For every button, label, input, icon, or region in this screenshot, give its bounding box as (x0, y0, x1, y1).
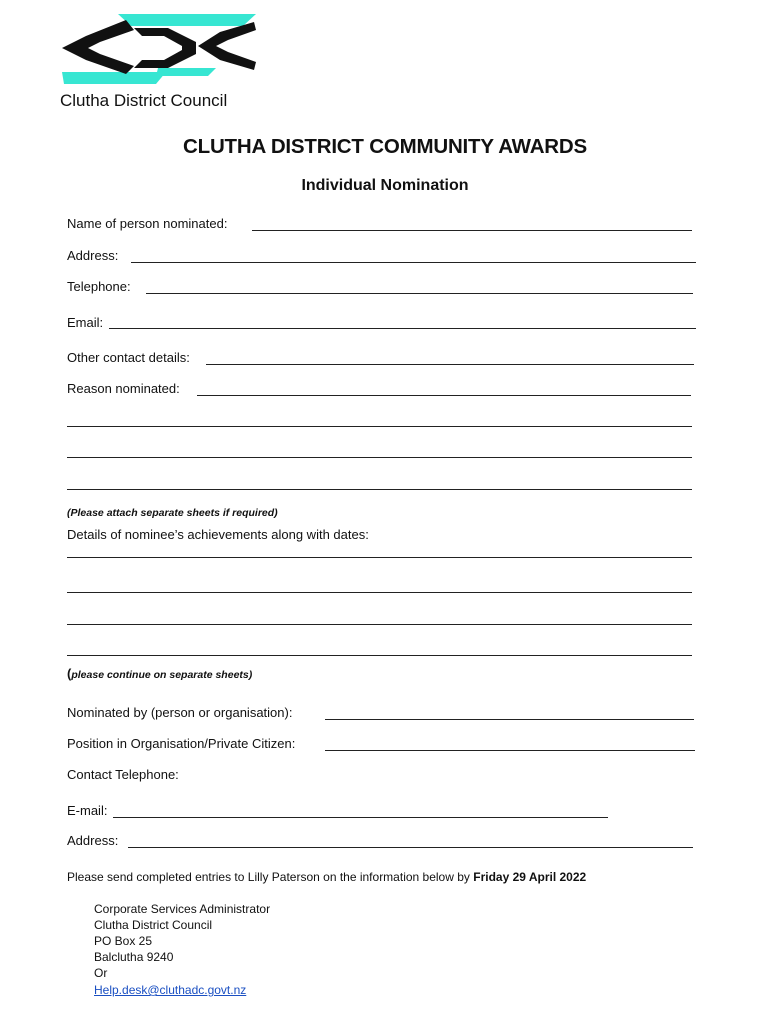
name-label: Name of person nominated: (67, 216, 228, 231)
reason-line[interactable] (67, 489, 692, 490)
address-field[interactable] (131, 262, 696, 263)
email-label: Email: (67, 315, 104, 330)
nominated-by-label: Nominated by (person or organisation): (67, 705, 293, 720)
position-field[interactable] (325, 750, 695, 751)
reason-field[interactable] (197, 395, 691, 396)
reason-line[interactable] (67, 426, 692, 427)
address-line: Balclutha 9240 (94, 950, 174, 964)
email-field[interactable] (109, 328, 696, 329)
logo-text: Clutha District Council (60, 91, 228, 110)
deadline: Friday 29 April 2022 (473, 870, 587, 884)
other-contact-field[interactable] (206, 364, 694, 365)
attach-note: (Please attach separate sheets if required) (67, 507, 278, 519)
nominated-by-field[interactable] (325, 719, 694, 720)
reason-label: Reason nominated: (67, 381, 180, 396)
telephone-label: Telephone: (67, 279, 131, 294)
nominator-address-field[interactable] (128, 847, 693, 848)
name-field[interactable] (252, 230, 692, 231)
helpdesk-email-link[interactable]: Help.desk@cluthadc.govt.nz (94, 983, 247, 997)
address-line: Corporate Services Administrator (94, 902, 271, 916)
details-line[interactable] (67, 592, 692, 593)
nominator-email-field[interactable] (113, 817, 608, 818)
other-contact-label: Other contact details: (67, 350, 190, 365)
details-line[interactable] (67, 655, 692, 656)
page-title: CLUTHA DISTRICT COMMUNITY AWARDS (183, 135, 587, 158)
details-line[interactable] (67, 624, 692, 625)
details-line[interactable] (67, 557, 692, 558)
address-label: Address: (67, 248, 119, 263)
telephone-field[interactable] (146, 293, 693, 294)
cdc-logo-icon (56, 12, 262, 88)
continue-note: (please continue on separate sheets) (67, 666, 253, 681)
reason-line[interactable] (67, 457, 692, 458)
nominator-email-label: E-mail: (67, 803, 108, 818)
address-line: Or (94, 966, 108, 980)
address-line: PO Box 25 (94, 934, 153, 948)
send-instructions: Please send completed entries to Lilly Paterson on the information below by Friday 29 April 2022 (67, 870, 587, 884)
contact-telephone-label: Contact Telephone: (67, 767, 179, 782)
details-label: Details of nominee’s achievements along with dates: (67, 527, 369, 542)
nominator-address-label: Address: (67, 833, 119, 848)
page-subtitle: Individual Nomination (301, 177, 469, 194)
position-label: Position in Organisation/Private Citizen: (67, 736, 296, 751)
address-line: Clutha District Council (94, 918, 213, 932)
